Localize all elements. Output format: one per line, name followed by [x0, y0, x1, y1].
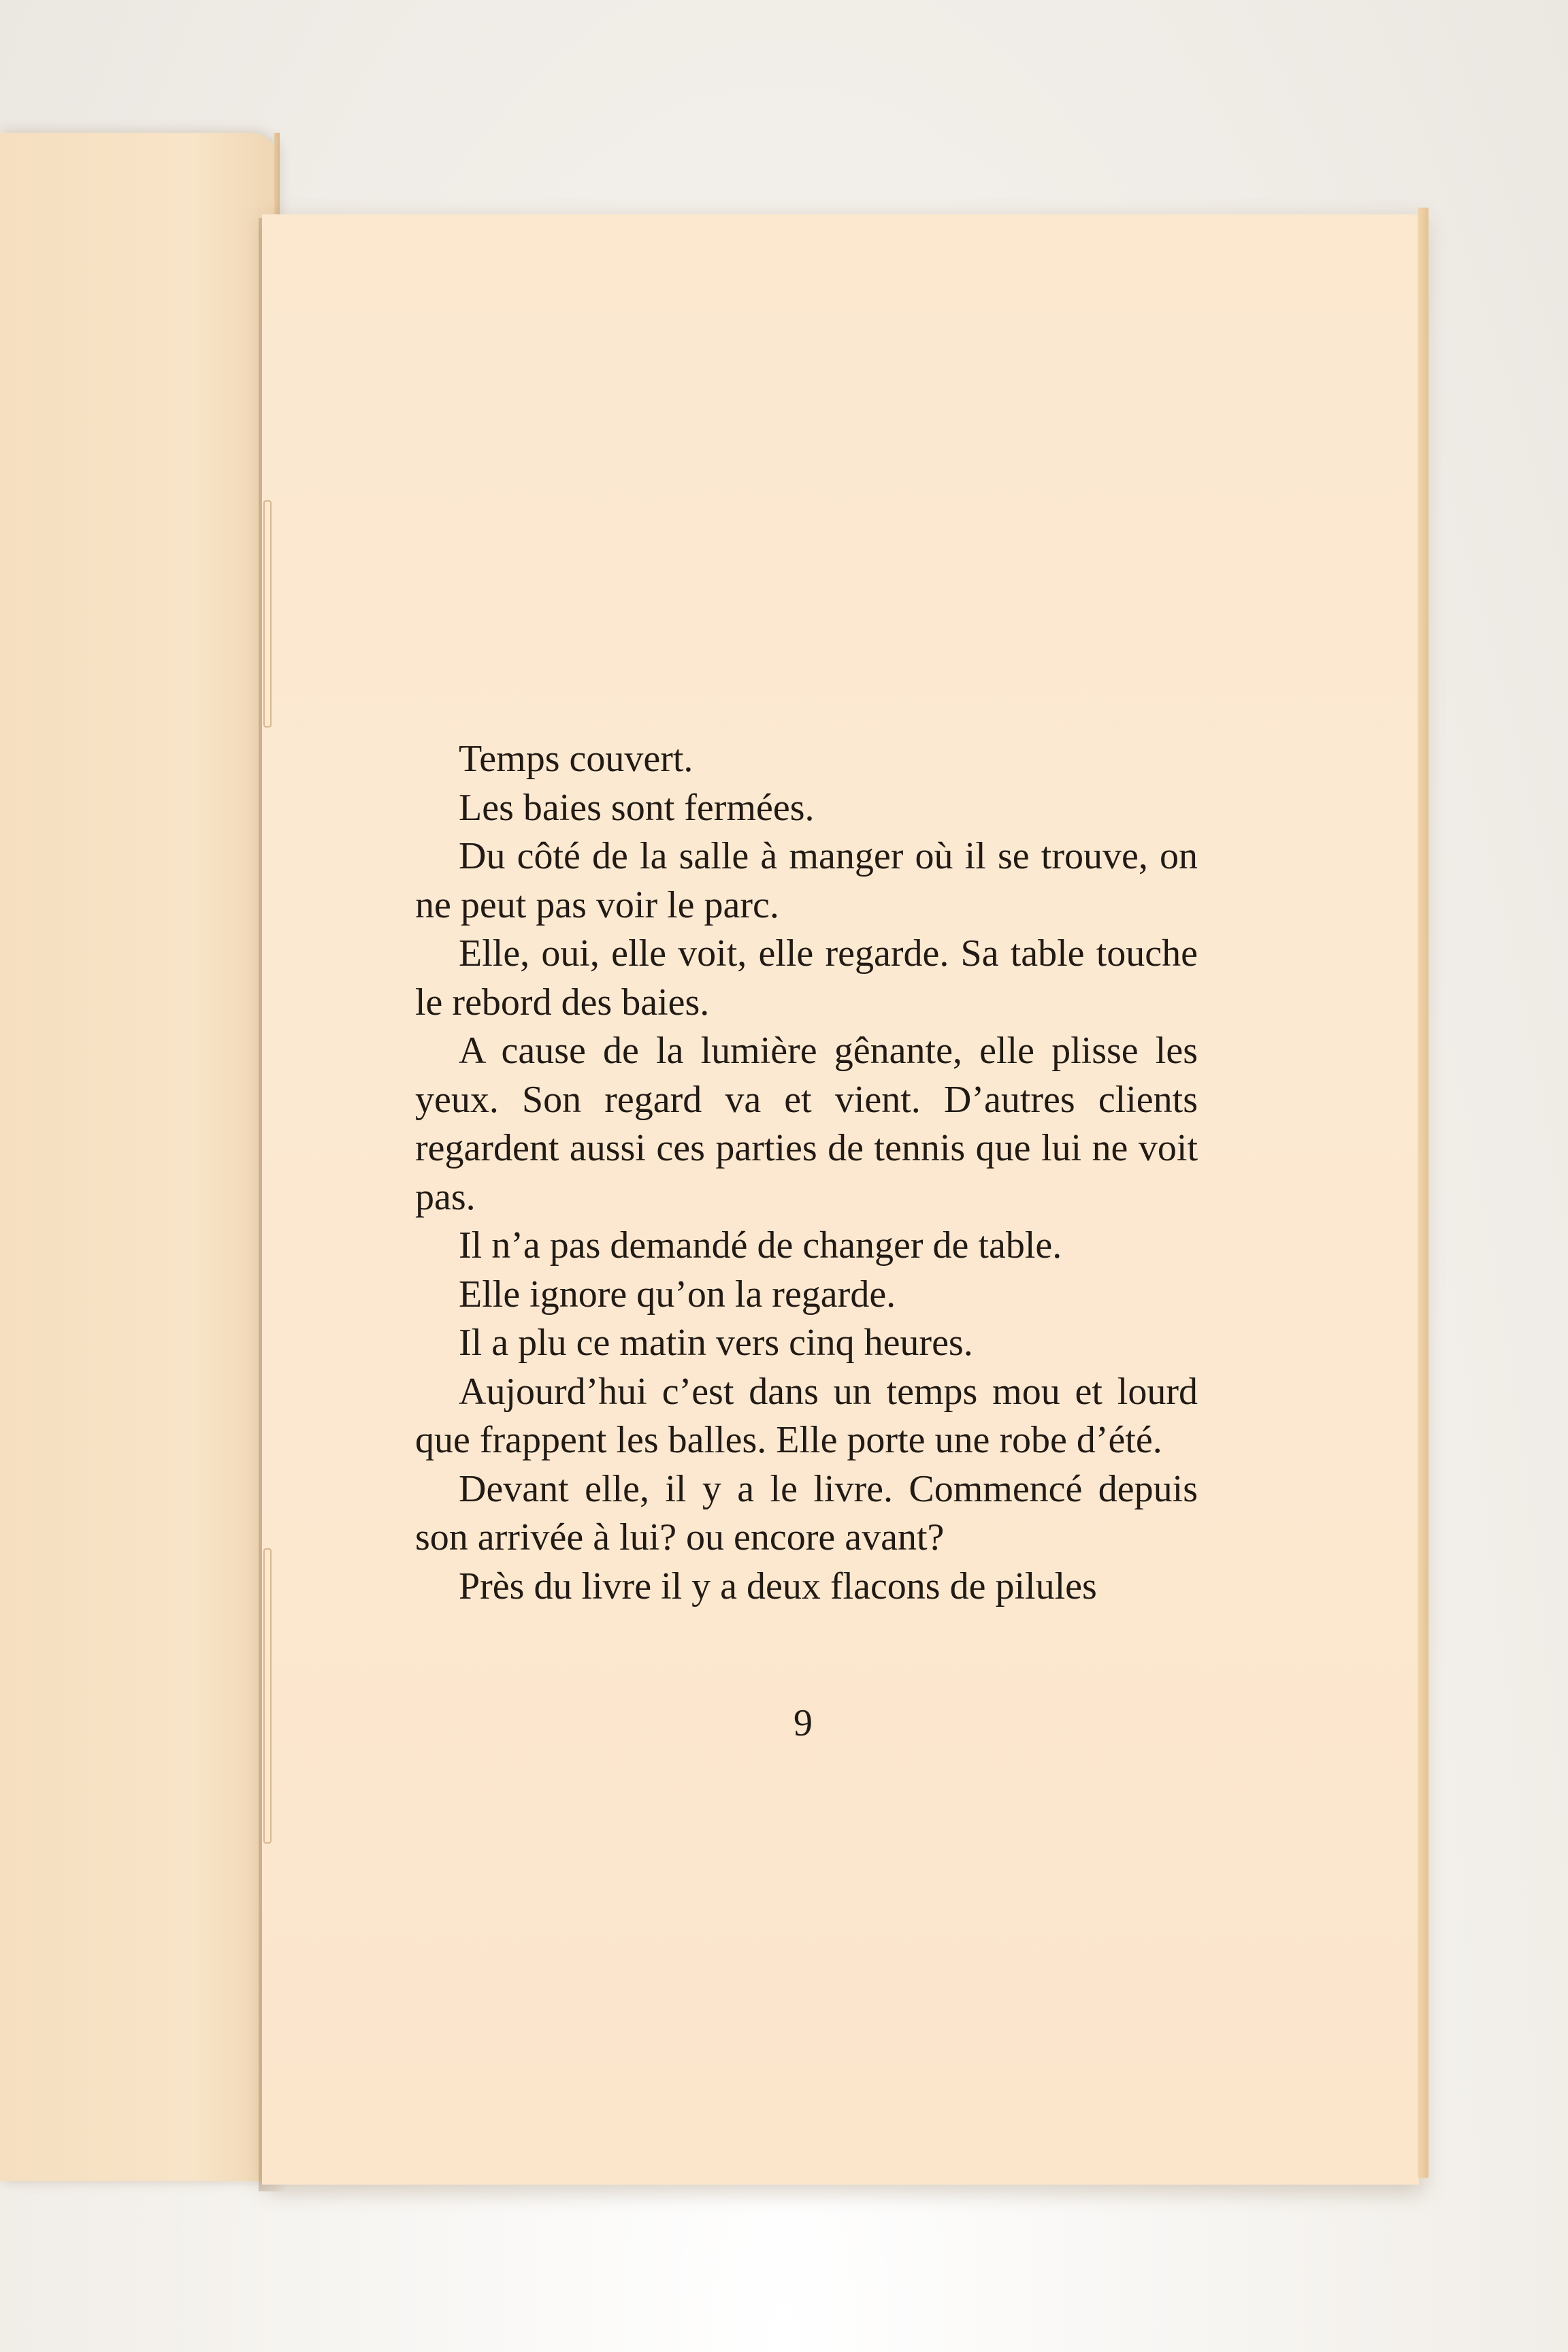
paragraph: Elle ignore qu’on la regarde.: [459, 1273, 896, 1316]
paragraph: Les baies sont fermées.: [459, 786, 815, 829]
binding-stitch-top: [263, 500, 272, 728]
paragraph: Il n’a pas demandé de changer de table.: [459, 1224, 1062, 1267]
binding-stitch-bottom: [263, 1548, 272, 1844]
paragraph: Aujourd’hui c’est dans un temps mou et lourd que frappent les balles. Elle porte une robe d’été.: [415, 1370, 1198, 1461]
right-page-fore-edge: [1418, 208, 1428, 2178]
paragraph: Près du livre il y a deux flacons de pilules: [459, 1565, 1097, 1607]
left-page: [0, 133, 276, 2181]
page-text: [415, 735, 1198, 1611]
paragraph: Il a plu ce matin vers cinq heures.: [459, 1322, 973, 1364]
paragraph: Du côté de la salle à manger où il se trouve, on ne peut pas voir le parc.: [415, 835, 1198, 926]
paragraph: Elle, oui, elle voit, elle regarde. Sa table touche le rebord des baies.: [415, 932, 1198, 1024]
paragraph: Devant elle, il y a le livre. Commencé depuis son arrivée à lui? ou encore avant?: [415, 1467, 1198, 1558]
paragraph: A cause de la lumière gênante, elle plisse les yeux. Son regard va et vient. D’autres clients regardent aussi ces parties de tennis que lui ne voit pas.: [415, 1030, 1198, 1218]
paragraph: Temps couvert.: [459, 738, 693, 780]
page-number: 9: [794, 1702, 813, 1744]
